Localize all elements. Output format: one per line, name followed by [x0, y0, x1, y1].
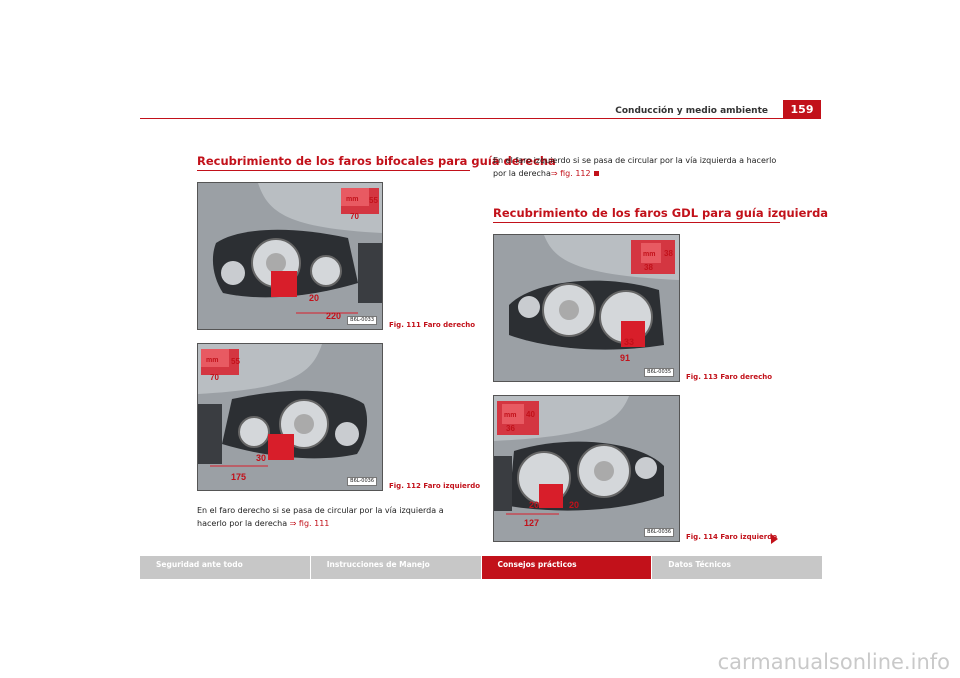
- page-header: [0, 0, 960, 120]
- figure-113-caption: Fig. 113 Faro derecho: [686, 373, 773, 381]
- paragraph-right-headlight: [197, 505, 472, 530]
- figure-code: B6L-0036: [347, 477, 377, 486]
- header-divider: [140, 118, 821, 119]
- mm-label: mm: [206, 357, 219, 364]
- figure-code: B6L-0035: [644, 368, 674, 377]
- dimension-label: 38: [644, 263, 653, 272]
- dimension-label: 20: [309, 293, 320, 303]
- section-title-bifocal: Recubrimiento de los faros bifocales para guía derecha: [197, 154, 470, 171]
- paragraph-text: En el faro derecho si se pasa de circular por la vía izquierda a hacerlo por la derecha: [197, 506, 444, 528]
- headlight-illustration: [198, 183, 382, 329]
- section-title-gdl: Recubrimiento de los faros GDL para guía izquierda: [493, 206, 780, 223]
- dimension-label: 91: [620, 353, 631, 363]
- dimension-label: 70: [350, 212, 359, 221]
- figure-112-headlight-left: [197, 343, 383, 491]
- tab-instrucciones[interactable]: Instrucciones de Manejo: [311, 556, 481, 579]
- dimension-label: 55: [231, 357, 240, 366]
- figure-code: B6L-0033: [347, 316, 377, 325]
- tab-consejos[interactable]: Consejos prácticos: [482, 556, 652, 579]
- dimension-label: 220: [326, 311, 342, 321]
- tab-datos[interactable]: Datos Técnicos: [652, 556, 822, 579]
- end-of-section-icon: [594, 171, 599, 176]
- figure-112-caption: Fig. 112 Faro izquierdo: [389, 482, 481, 490]
- mm-label: mm: [643, 251, 656, 258]
- headlight-illustration: [494, 396, 679, 541]
- dimension-label: 175: [231, 472, 247, 482]
- figure-114-headlight-left: [493, 395, 680, 542]
- next-page-arrow-icon[interactable]: [771, 534, 778, 544]
- dimension-label: 55: [369, 196, 378, 205]
- dimension-label: 38: [664, 249, 673, 258]
- dimension-label: 30: [256, 453, 267, 463]
- paragraph-left-headlight: [493, 155, 778, 180]
- watermark: carmanualsonline.info: [717, 650, 950, 674]
- dimension-label: 20: [569, 500, 580, 510]
- dimension-label: 127: [524, 518, 540, 528]
- mm-label: mm: [346, 196, 359, 203]
- paragraph-text: En el faro izquierdo si se pasa de circular por la vía izquierda a hacerlo por la derecha: [493, 156, 777, 178]
- fig-111-link[interactable]: ⇒ fig. 111: [289, 518, 330, 528]
- figure-code: B6L-0036: [644, 528, 674, 537]
- dimension-label: 70: [210, 373, 219, 382]
- mm-label: mm: [504, 412, 517, 419]
- dimension-label: 33: [624, 337, 635, 347]
- figure-111-headlight-right: [197, 182, 383, 330]
- dimension-label: 40: [526, 410, 535, 419]
- figure-113-headlight-right: [493, 234, 680, 382]
- headlight-illustration: [198, 344, 382, 490]
- dimension-label: 20: [529, 500, 540, 510]
- page-number: 159: [783, 100, 821, 118]
- headlight-illustration: [494, 235, 679, 381]
- dimension-label: 36: [506, 424, 515, 433]
- chapter-title: Conducción y medio ambiente: [615, 106, 768, 116]
- tab-seguridad[interactable]: Seguridad ante todo: [140, 556, 310, 579]
- fig-112-link[interactable]: ⇒ fig. 112: [550, 168, 591, 178]
- figure-114-caption: Fig. 114 Faro izquierdo: [686, 533, 778, 541]
- footer-tab-bar: [140, 556, 822, 579]
- figure-111-caption: Fig. 111 Faro derecho: [389, 321, 476, 329]
